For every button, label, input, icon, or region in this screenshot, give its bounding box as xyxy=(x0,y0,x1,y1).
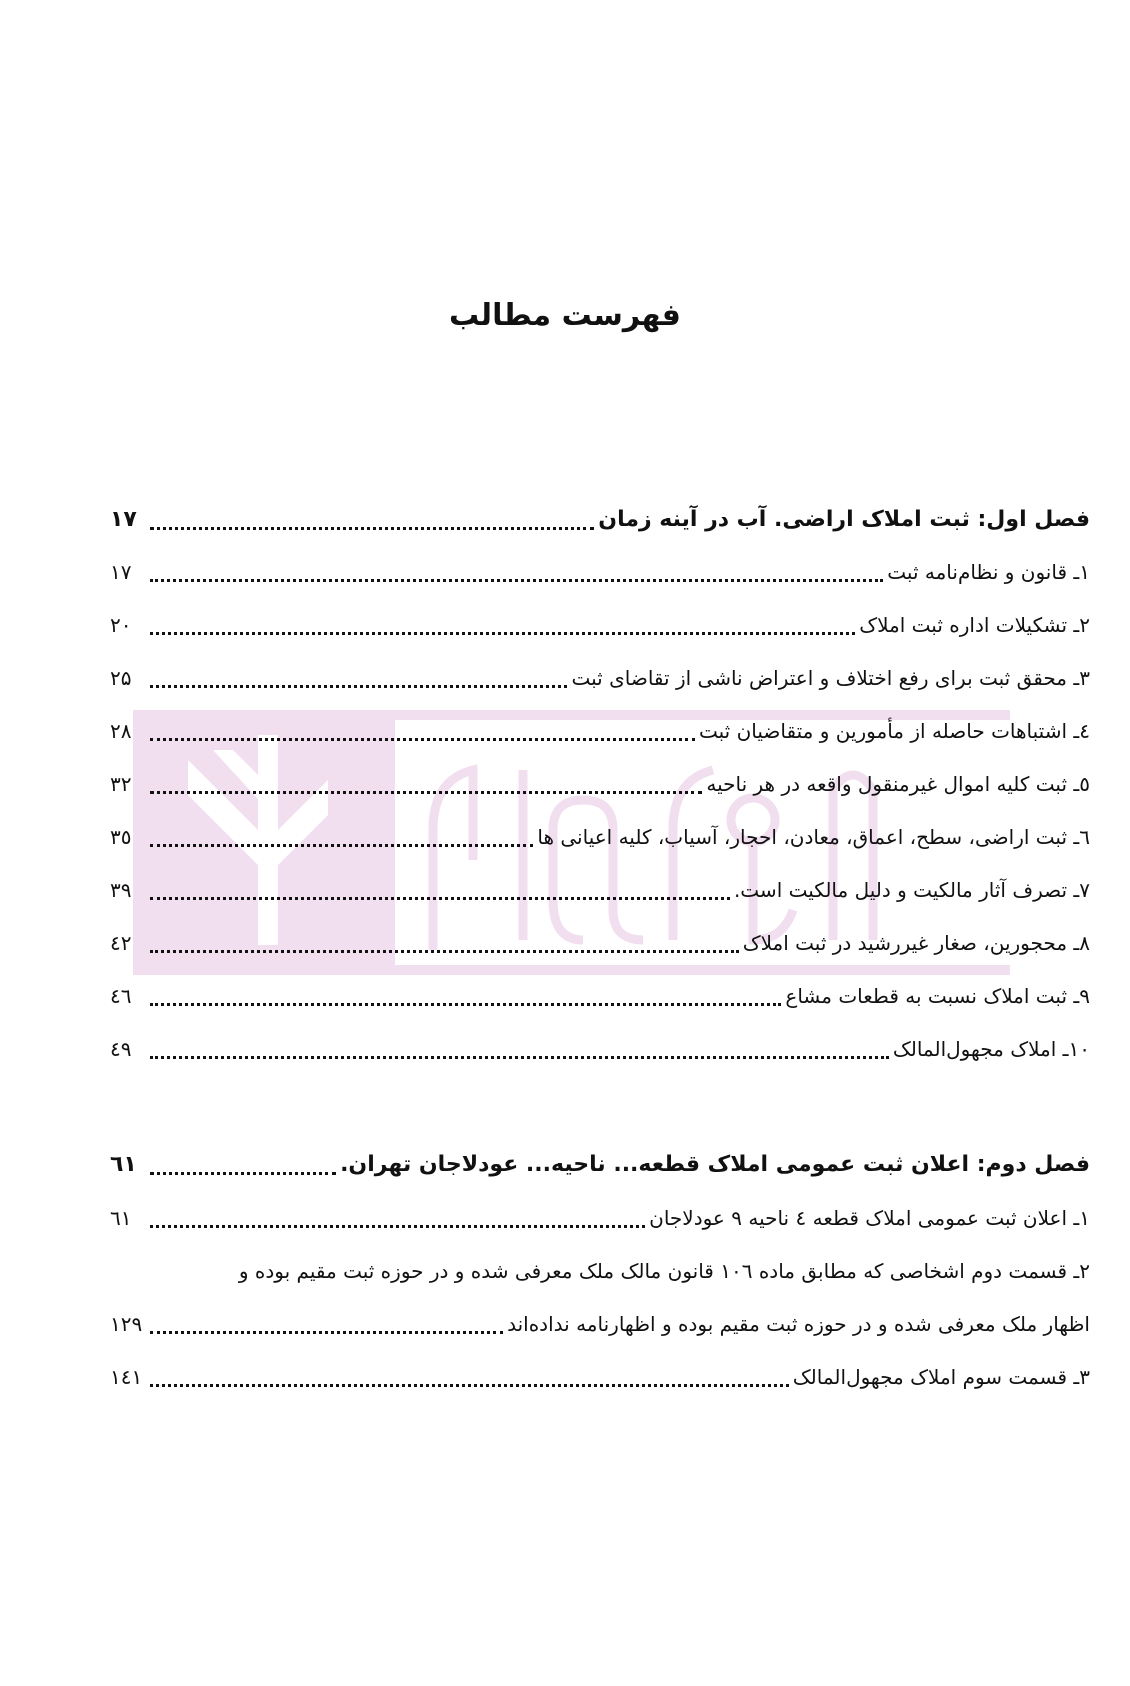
dot-leader xyxy=(150,632,855,635)
toc-entry-label: ۱ـ اعلان ثبت عمومی املاک قطعه ٤ ناحیه ۹ عودلاجان xyxy=(649,1206,1090,1230)
toc-entry-label: ٥ـ ثبت کلیه اموال غیرمنقول واقعه در هر ناحیه xyxy=(706,772,1090,796)
toc-entry-label: ۲ـ قسمت دوم اشخاصی که مطابق ماده ۱۰٦ قانون مالک ملک معرفی شده و در حوزه ثبت مقیم بوده و xyxy=(238,1259,1090,1283)
toc-chapter-title: فصل اول: ثبت املاک اراضی. آب در آینه زمان xyxy=(598,507,1090,532)
dot-leader xyxy=(150,527,594,530)
toc-entry[interactable] xyxy=(110,923,1090,963)
toc-entry-label: ۸ـ محجورین، صغار غیررشید در ثبت املاک xyxy=(742,931,1090,955)
dot-leader xyxy=(150,1225,645,1228)
toc-entry[interactable] xyxy=(110,1198,1090,1238)
dot-leader xyxy=(150,897,730,900)
toc-page-number: ۱۲۹ xyxy=(110,1312,143,1336)
dot-leader xyxy=(150,579,883,582)
toc-page-number: ۳۹ xyxy=(110,878,132,902)
toc-page-number: ۲۰ xyxy=(110,613,132,637)
toc-chapter-title: فصل دوم: اعلان ثبت عمومی املاک قطعه... ناحیه... عودلاجان تهران. xyxy=(340,1152,1090,1177)
dot-leader xyxy=(150,1331,503,1334)
toc-entry-label: ۱ـ قانون و نظام‌نامه ثبت xyxy=(887,560,1090,584)
toc-page-number: ۳۲ xyxy=(110,772,132,796)
toc-page-number: ٤۲ xyxy=(110,931,132,955)
toc-page-number: ۳٥ xyxy=(110,825,132,849)
toc-entry-label: ۳ـ قسمت سوم املاک مجهول‌المالک xyxy=(792,1365,1090,1389)
toc-entry[interactable] xyxy=(110,1029,1090,1069)
dot-leader xyxy=(150,844,533,847)
toc-entry[interactable] xyxy=(110,817,1090,857)
dot-leader xyxy=(150,738,695,741)
toc-entry[interactable] xyxy=(110,552,1090,592)
dot-leader xyxy=(150,1384,789,1387)
dot-leader xyxy=(150,1172,336,1175)
toc-page-number: ۲۵ xyxy=(110,666,132,690)
toc-page-number: ۱٤۱ xyxy=(110,1365,143,1389)
toc-entry-label: ۲ـ تشکیلات اداره ثبت املاک xyxy=(859,613,1090,637)
dot-leader xyxy=(150,791,702,794)
toc-page-number: ۱۷ xyxy=(110,507,137,532)
toc-entry[interactable] xyxy=(110,605,1090,645)
toc-page-number: ٤۹ xyxy=(110,1037,132,1061)
dot-leader xyxy=(150,950,739,953)
toc-entry[interactable] xyxy=(110,658,1090,698)
toc-page-number: ٦۱ xyxy=(110,1152,137,1177)
toc-entry-line-2[interactable] xyxy=(110,1304,1090,1344)
toc-page-number: ۲۸ xyxy=(110,719,132,743)
toc-entry[interactable] xyxy=(110,870,1090,910)
toc-chapter-heading[interactable] xyxy=(110,1145,1090,1185)
toc-entry-label: ۷ـ تصرف آثار مالکیت و دلیل مالکیت است. xyxy=(733,878,1090,902)
toc-entry-label: ۳ـ محقق ثبت برای رفع اختلاف و اعتراض ناشی از تقاضای ثبت xyxy=(571,666,1090,690)
toc-entry[interactable] xyxy=(110,711,1090,751)
toc-entry-label: ٤ـ اشتباهات حاصله از مأمورین و متقاضیان ثبت xyxy=(698,719,1090,743)
toc-entry[interactable] xyxy=(110,1357,1090,1397)
dot-leader xyxy=(150,685,567,688)
toc-entry-label-continued: اظهار ملک معرفی شده و در حوزه ثبت مقیم بوده و اظهارنامه نداده‌اند xyxy=(507,1312,1090,1336)
toc-chapter-heading[interactable] xyxy=(110,500,1090,540)
toc-entry[interactable] xyxy=(110,764,1090,804)
toc-entry-label: ۹ـ ثبت املاک نسبت به قطعات مشاع xyxy=(785,984,1090,1008)
page-title: فهرست مطالب xyxy=(449,298,681,333)
toc-entry-label: ٦ـ ثبت اراضی، سطح، اعماق، معادن، احجار، آسیاب، کلیه اعیانی ها xyxy=(537,825,1090,849)
toc-page-number: ٤٦ xyxy=(110,984,132,1008)
dot-leader xyxy=(150,1056,889,1059)
dot-leader xyxy=(150,1003,781,1006)
toc-entry-label: ۱۰ـ املاک مجهول‌المالک xyxy=(892,1037,1090,1061)
toc-entry-line-1[interactable] xyxy=(110,1251,1090,1291)
toc-page-number: ٦۱ xyxy=(110,1206,132,1230)
toc-entry[interactable] xyxy=(110,976,1090,1016)
toc-page-number: ۱۷ xyxy=(110,560,132,584)
